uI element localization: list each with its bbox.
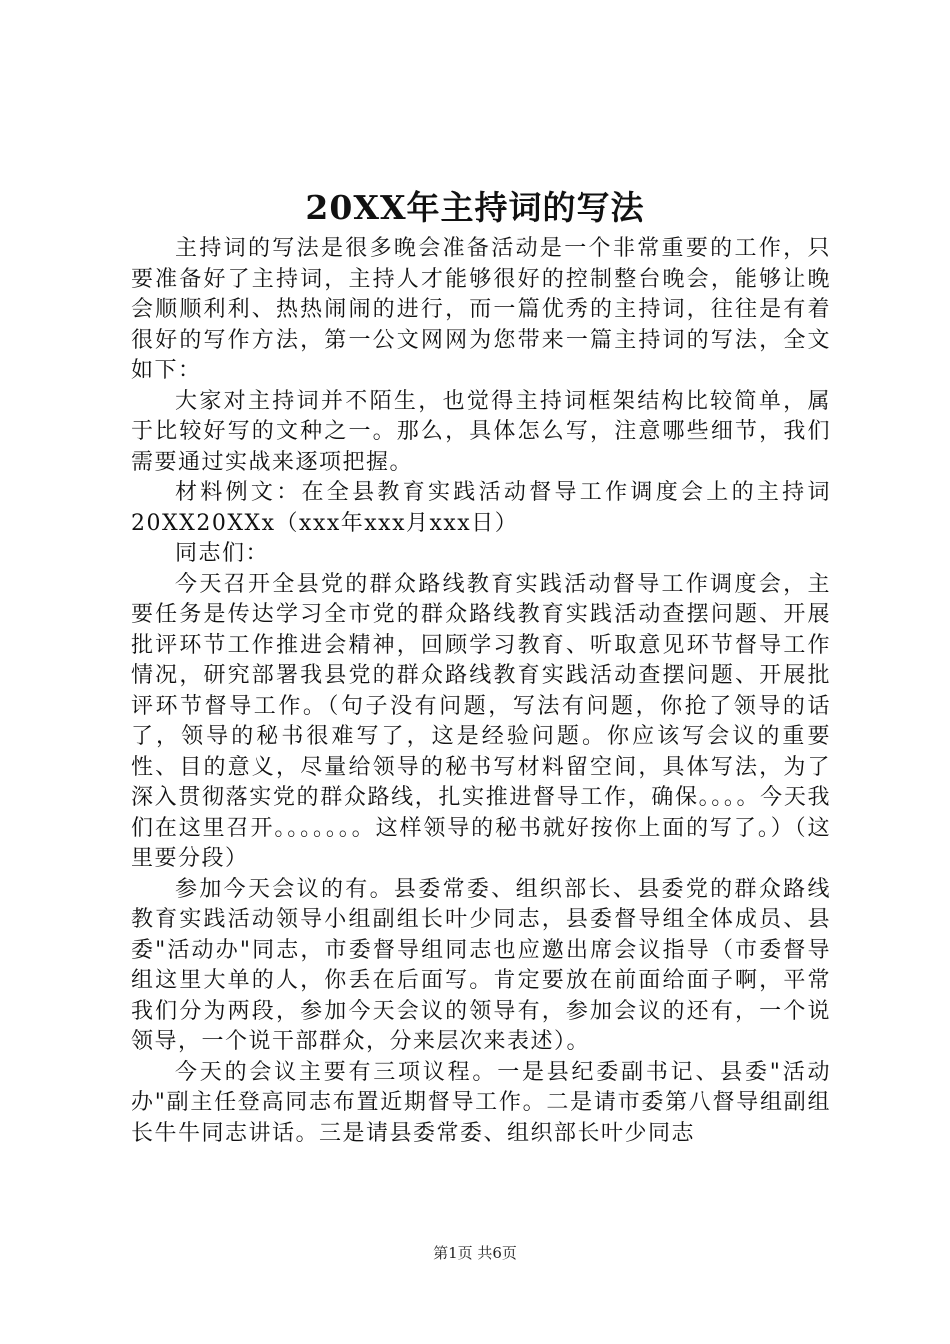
paragraph-attendees: 参加今天会议的有。县委常委、组织部长、县委党的群众路线教育实践活动领导小组副组长叶少同志，县委督导组全体成员、县委"活动办"同志，市委督导组同志也应邀出席会议指导（市委督导组这里大单的人，你丢在后面写。肯定要放在前面给面子啊，平常我们分为两段，参加今天会议的领导有，参加会议的还有，一个说领导，一个说干部群众，分来层次来表述）。 (131, 876, 831, 1054)
paragraph-example-title: 材料例文：在全县教育实践活动督导工作调度会上的主持词20XX20XXx（xxx年xxx月xxx日） (131, 480, 831, 536)
paragraph-intro: 主持词的写法是很多晚会准备活动是一个非常重要的工作，只要准备好了主持词，主持人才能够很好的控制整台晚会，能够让晚会顺顺利利、热热闹闹的进行，而一篇优秀的主持词，往往是有着很好的写作方法，第一公文网网为您带来一篇主持词的写法，全文如下： (131, 236, 831, 383)
paragraph-meeting-purpose: 今天召开全县党的群众路线教育实践活动督导工作调度会，主要任务是传达学习全市党的群众路线教育实践活动查摆问题、开展批评环节工作推进会精神，回顾学习教育、听取意见环节督导工作情况，研究部署我县党的群众路线教育实践活动查摆问题、开展批评环节督导工作。（句子没有问题，写法有问题，你抢了领导的话了，领导的秘书很难写了，这是经验问题。你应该写会议的重要性、目的意义，尽量给领导的秘书写材料留空间，具体写法，为了深入贯彻落实党的群众路线，扎实推进督导工作，确保。。。。今天我们在这里召开。。。。。。。这样领导的秘书就好按你上面的写了。）（这里要分段） (131, 571, 831, 871)
page-footer: 第1页 共6页 (433, 1244, 517, 1262)
document-body (131, 234, 831, 1149)
paragraph-agenda: 今天的会议主要有三项议程。一是县纪委副书记、县委"活动办"副主任登高同志布置近期督导工作。二是请市委第八督导组副组长牛牛同志讲话。三是请县委常委、组织部长叶少同志 (131, 1059, 831, 1146)
paragraph-overview: 大家对主持词并不陌生，也觉得主持词框架结构比较简单，属于比较好写的文种之一。那么，具体怎么写，注意哪些细节，我们需要通过实战来逐项把握。 (131, 388, 831, 475)
document-title: 20XX年主持词的写法 (305, 188, 645, 227)
paragraph-salutation: 同志们： (175, 541, 270, 566)
